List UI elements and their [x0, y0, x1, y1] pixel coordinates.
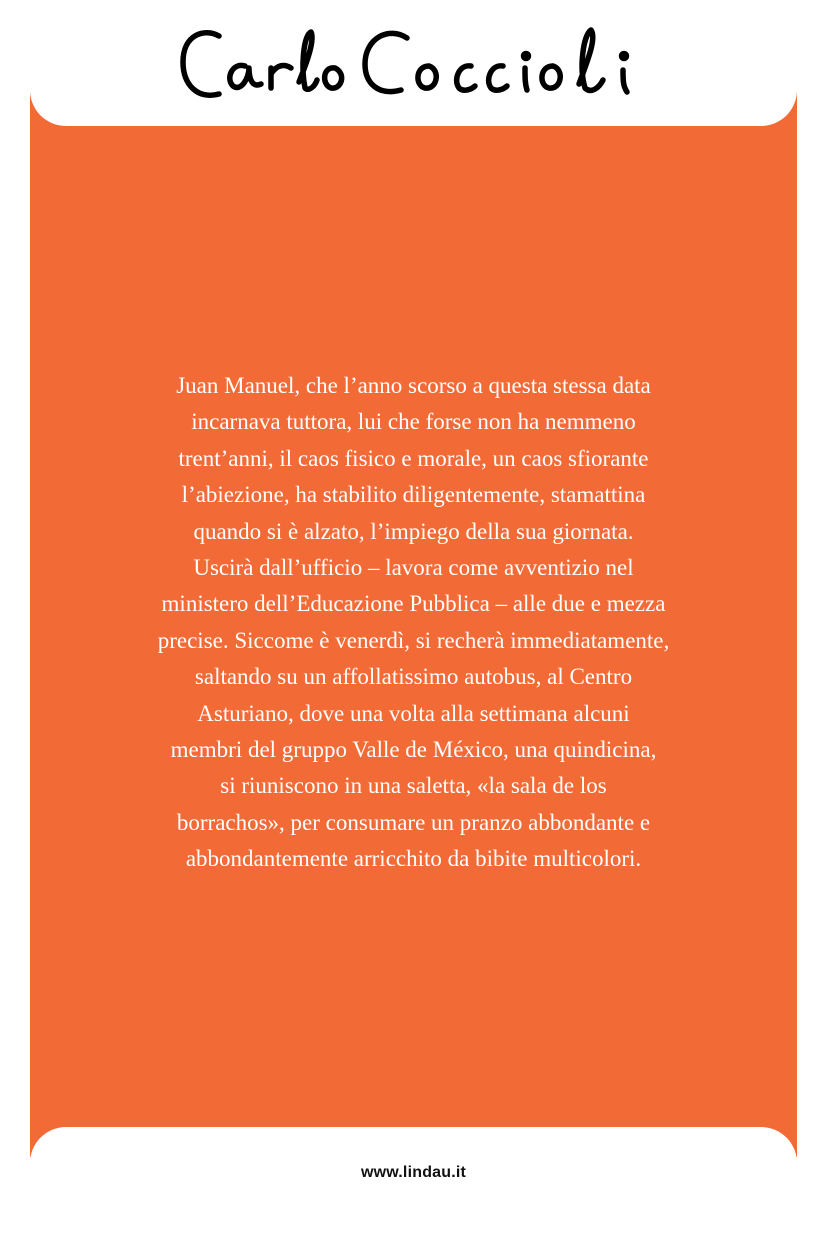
blurb-line: Asturiano, dove una volta alla settimana alcuni — [197, 700, 630, 726]
blurb-line: saltando su un affollatissimo autobus, al Centro — [194, 664, 633, 690]
blurb-line: Juan Manuel, che l’anno scorso a questa stessa data — [176, 373, 651, 398]
blurb-line: abbondantemente arricchito da bibite multicolori. — [185, 846, 642, 872]
blurb-line: incarnava tuttora, lui che forse non ha nemmeno — [191, 409, 636, 435]
blurb-line: precise. Siccome è venerdì, si recherà immediatamente, — [157, 627, 670, 653]
blurb-line: trent’anni, il caos fisico e morale, un caos sfiorante — [178, 445, 649, 471]
author-signature — [175, 22, 650, 112]
publisher-url[interactable]: www.lindau.it — [360, 1164, 467, 1181]
blurb-line: l’abiezione, ha stabilito diligentemente, stamattina — [181, 482, 646, 508]
blurb-line: si riuniscono in una saletta, «la sala de los — [220, 773, 607, 799]
blurb-line: borrachos», per consumare un pranzo abbondante e — [176, 809, 651, 835]
blurb-line: membri del gruppo Valle de México, una quindicina, — [170, 737, 657, 763]
blurb-line: quando si è alzato, l’impiego della sua giornata. — [193, 518, 634, 544]
blurb-line: ministero dell’Educazione Pubblica – alle due e mezza — [161, 591, 666, 617]
blurb-line: Uscirà dall’ufficio – lavora come avventizio nel — [193, 555, 634, 581]
cover-blurb — [95, 368, 732, 878]
